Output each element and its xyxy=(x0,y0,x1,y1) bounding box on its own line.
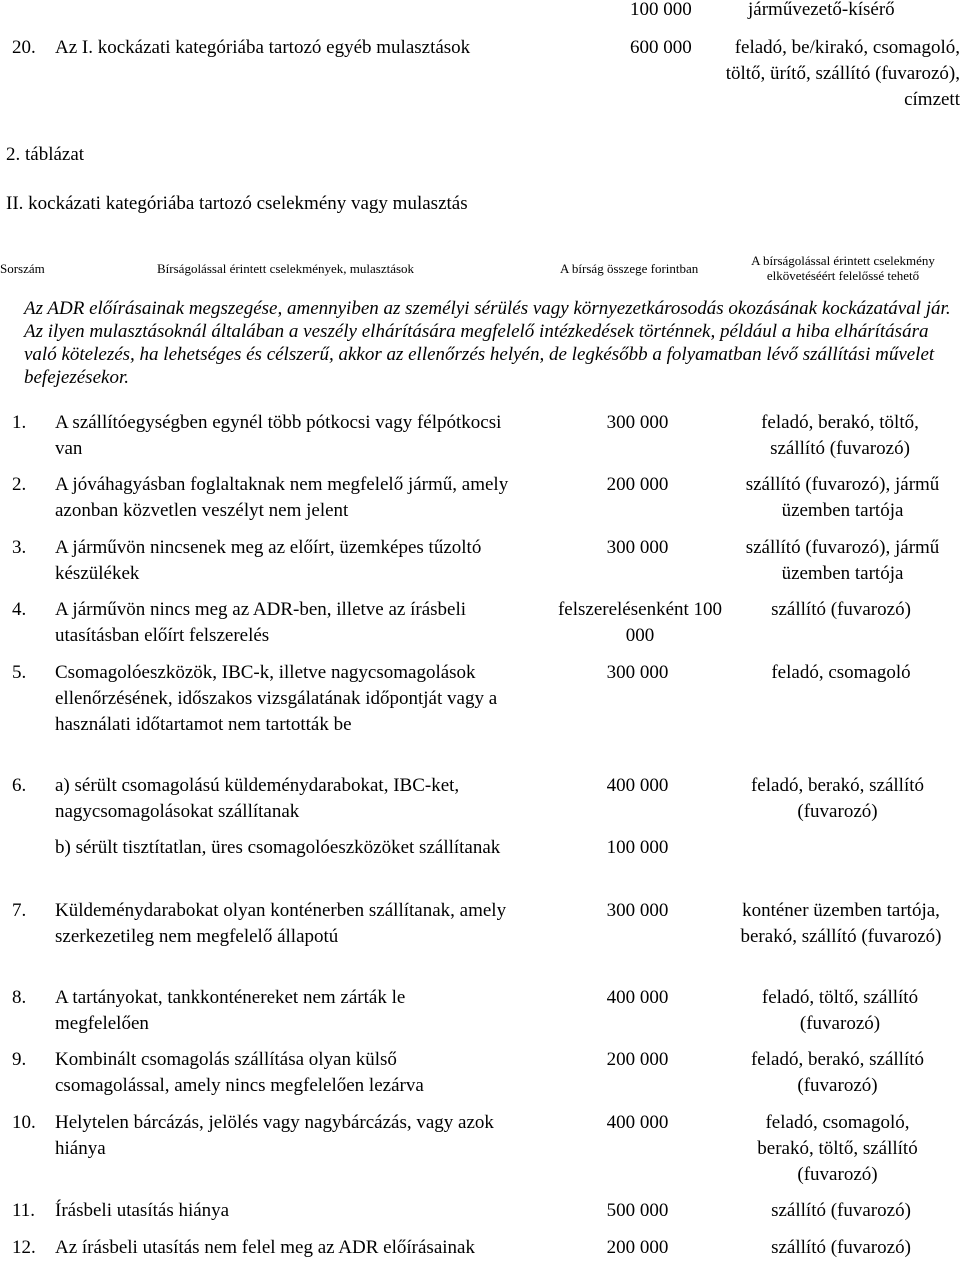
row-amount: 300 000 xyxy=(606,662,669,683)
row-amount: 200 000 xyxy=(606,1049,669,1070)
row-amount: 400 000 xyxy=(606,987,669,1008)
partial-party: járművezető-kísérő xyxy=(748,0,895,20)
row-description: A szállítóegységben egynél több pótkocsi vagy félpótkocsi van xyxy=(55,412,502,459)
row-amount: 100 000 xyxy=(606,837,669,858)
header-sorszam: Sorszám xyxy=(0,261,45,276)
row-amount: 400 000 xyxy=(606,775,669,796)
row-description: Csomagolóeszközök, IBC-k, illetve nagycsomagolások ellenőrzésének, időszakos vizsgálatának időpontját vagy a használati időtartamot nem tartották be xyxy=(55,662,498,735)
row-party: szállító (fuvarozó), jármű üzemben tartója xyxy=(745,474,940,521)
row-number: 3. xyxy=(12,537,27,558)
row-description: A járművön nincs meg az ADR-ben, illetve az írásbeli utasításban előírt felszerelés xyxy=(55,599,467,646)
row-number: 8. xyxy=(12,987,27,1008)
row-party: szállító (fuvarozó) xyxy=(771,1237,911,1258)
row-party: szállító (fuvarozó) xyxy=(771,1200,911,1221)
row-party: feladó, csomagoló xyxy=(771,662,911,683)
intro-paragraph: Az ADR előírásainak megszegése, amennyiben az személyi sérülés vagy környezetkárosodás okozásának kockázatával jár. Az ilyen mulasztásoknál általában a veszély elhárítására megfelelő intézkedések történnek, például a hiba elhárítására való kötelezés, ha lehetséges és célszerű, akkor az ellenőrzés helyén, de legkésőbb a folyamatban lévő szállítási művelet befejezésekor. xyxy=(24,298,951,388)
row-description: A járművön nincsenek meg az előírt, üzemképes tűzoltó készülékek xyxy=(55,537,482,584)
row-number: 1. xyxy=(12,412,27,433)
row-amount: 300 000 xyxy=(606,412,669,433)
row-number: 7. xyxy=(12,900,27,921)
row-amount: 300 000 xyxy=(606,900,669,921)
row-number: 9. xyxy=(12,1049,27,1070)
row-description: Helytelen bárcázás, jelölés vagy nagybárcázás, vagy azok hiánya xyxy=(55,1112,494,1159)
row-number: 6. xyxy=(12,775,27,796)
row-description: b) sérült tisztítatlan, üres csomagolóeszközöket szállítanak xyxy=(55,837,501,858)
partial-amount: 100 000 xyxy=(630,0,692,20)
row20-party: feladó, be/kirakó, csomagoló, töltő, ürítő, szállító (fuvarozó), címzett xyxy=(725,37,960,110)
row20-amount: 600 000 xyxy=(630,37,692,58)
row-party: konténer üzemben tartója, berakó, szállító (fuvarozó) xyxy=(740,900,942,947)
row-amount: 400 000 xyxy=(606,1112,669,1133)
row-party: feladó, berakó, töltő, szállító (fuvarozó) xyxy=(761,412,919,459)
row-description: Az írásbeli utasítás nem felel meg az ADR előírásainak xyxy=(55,1237,475,1258)
section-title: II. kockázati kategóriába tartozó cselekmény vagy mulasztás xyxy=(6,193,468,214)
row-amount: 300 000 xyxy=(606,537,669,558)
row20-desc: Az I. kockázati kategóriába tartozó egyéb mulasztások xyxy=(55,37,471,58)
header-felelos: A bírságolással érintett cselekmény elkövetéséért felelőssé tehető xyxy=(751,253,935,283)
row-description: Kombinált csomagolás szállítása olyan külső csomagolással, amely nincs megfelelően lezárva xyxy=(55,1049,424,1096)
row-description: a) sérült csomagolású küldeménydarabokat, IBC-ket, nagycsomagolásokat szállítanak xyxy=(55,775,460,822)
row20-num: 20. xyxy=(12,37,36,58)
row-description: Írásbeli utasítás hiánya xyxy=(55,1200,230,1221)
row-party: feladó, töltő, szállító (fuvarozó) xyxy=(761,987,919,1034)
header-birsag: A bírság összege forintban xyxy=(560,261,699,276)
row-number: 12. xyxy=(12,1237,36,1258)
row-description: Küldeménydarabokat olyan konténerben szállítanak, amely szerkezetileg nem megfelelő állapotú xyxy=(55,900,507,947)
row-amount: 200 000 xyxy=(606,1237,669,1258)
row-number: 11. xyxy=(12,1200,36,1221)
row-number: 2. xyxy=(12,474,27,495)
row-amount: 500 000 xyxy=(606,1200,669,1221)
row-party: szállító (fuvarozó) xyxy=(771,599,911,620)
row-party: feladó, berakó, szállító (fuvarozó) xyxy=(750,775,925,822)
row-description: A tartányokat, tankkonténereket nem zárták le megfelelően xyxy=(55,987,406,1034)
row-amount: 200 000 xyxy=(606,474,669,495)
header-cselekmenyek: Bírságolással érintett cselekmények, mulasztások xyxy=(157,261,415,276)
table-caption: 2. táblázat xyxy=(6,144,85,165)
row-party: szállító (fuvarozó), jármű üzemben tartója xyxy=(745,537,940,584)
row-amount: felszerelésenként 100 000 xyxy=(557,599,723,646)
row-party: feladó, berakó, szállító (fuvarozó) xyxy=(750,1049,925,1096)
row-party: feladó, csomagoló, berakó, töltő, szállító (fuvarozó) xyxy=(757,1112,918,1185)
row-number: 10. xyxy=(12,1112,36,1133)
row-number: 4. xyxy=(12,599,27,620)
row-description: A jóváhagyásban foglaltaknak nem megfelelő jármű, amely azonban közvetlen veszélyt nem jelent xyxy=(55,474,509,521)
row-number: 5. xyxy=(12,662,27,683)
